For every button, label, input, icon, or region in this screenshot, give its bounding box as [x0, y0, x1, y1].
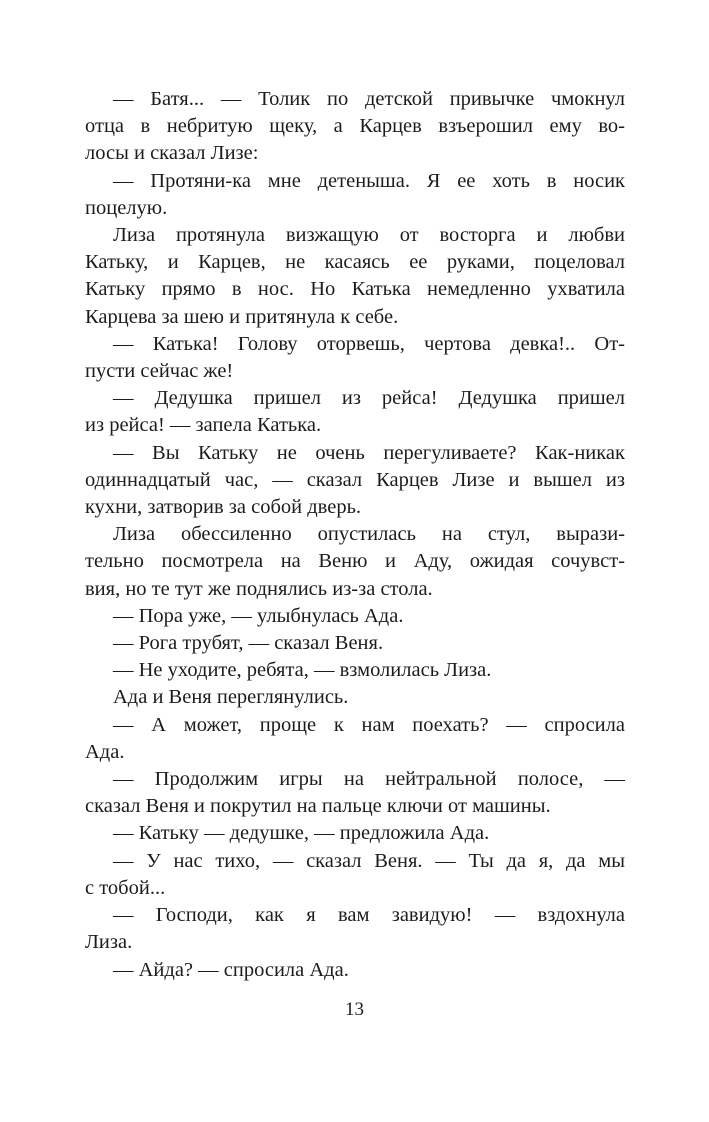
text-line: Карцева за шею и притянула к себе. — [85, 305, 399, 328]
text-line: — Айда? — спросила Ада. — [113, 958, 349, 981]
text-line: — Рога трубят, — сказал Веня. — [113, 632, 384, 655]
paragraph — [85, 657, 625, 684]
text-line: — Дедушка пришел из рейса! Дедушка пришел — [113, 387, 625, 410]
paragraph — [85, 957, 625, 984]
text-line: Лиза. — [85, 931, 133, 954]
text-line: — Катька! Голову оторвешь, чертова девка!.. От- — [113, 332, 625, 355]
text-line: — Продолжим игры на нейтральной полосе, — — [113, 768, 625, 791]
paragraph — [85, 684, 625, 711]
paragraph — [85, 902, 625, 956]
text-line: поцелую. — [85, 196, 168, 219]
text-line: кухни, затворив за собой дверь. — [85, 496, 362, 519]
text-line: с тобой... — [85, 876, 166, 899]
paragraph — [85, 222, 625, 331]
text-line: Катьку прямо в нос. Но Катька немедленно ухватила — [85, 278, 625, 301]
text-line: — Вы Катьку не очень перегуливаете? Как-никак — [113, 441, 625, 464]
paragraph — [85, 630, 625, 657]
text-line: тельно посмотрела на Веню и Аду, ожидая сочувст- — [85, 550, 625, 573]
text-line: — Протяни-ка мне детеныша. Я ее хоть в носик — [113, 169, 625, 192]
paragraph — [85, 168, 625, 222]
paragraph — [85, 440, 625, 522]
page-number: 13 — [345, 999, 364, 1020]
text-line: — Не уходите, ребята, — взмолилась Лиза. — [113, 659, 492, 682]
paragraph — [85, 848, 625, 902]
paragraph — [85, 521, 625, 603]
text-line: — У нас тихо, — сказал Веня. — Ты да я, да мы — [113, 849, 625, 872]
paragraph — [85, 820, 625, 847]
text-line: отца в небритую щеку, а Карцев взъерошил ему во- — [85, 115, 625, 138]
paragraph — [85, 712, 625, 766]
page-text — [85, 86, 625, 984]
text-line: — Батя... — Толик по детской привычке чмокнул — [113, 88, 625, 110]
text-line: вия, но те тут же поднялись из-за стола. — [85, 577, 433, 600]
text-line: — Катьку — дедушке, — предложила Ада. — [113, 822, 490, 845]
text-line: Лиза обессиленно опустилась на стул, вырази- — [113, 523, 625, 546]
text-line: Ада и Веня переглянулись. — [113, 686, 349, 709]
text-line: — Господи, как я вам завидую! — вздохнула — [113, 904, 625, 927]
text-line: одиннадцатый час, — сказал Карцев Лизе и вышел из — [85, 468, 625, 491]
paragraph — [85, 385, 625, 439]
paragraph — [85, 331, 625, 385]
text-line: лосы и сказал Лизе: — [85, 142, 259, 165]
text-line: сказал Веня и покрутил на пальце ключи от машины. — [85, 795, 551, 818]
paragraph — [85, 766, 625, 820]
text-line: из рейса! — запела Катька. — [85, 414, 322, 437]
text-line: Ада. — [85, 740, 125, 763]
text-line: Лиза протянула визжащую от восторга и любви — [113, 224, 625, 247]
text-line: — А может, проще к нам поехать? — спросила — [113, 713, 625, 736]
text-line: Катьку, и Карцев, не касаясь ее руками, поцеловал — [85, 251, 625, 274]
text-line: пусти сейчас же! — [85, 360, 234, 383]
paragraph — [85, 603, 625, 630]
text-line: — Пора уже, — улыбнулась Ада. — [113, 604, 404, 627]
paragraph — [85, 86, 625, 168]
